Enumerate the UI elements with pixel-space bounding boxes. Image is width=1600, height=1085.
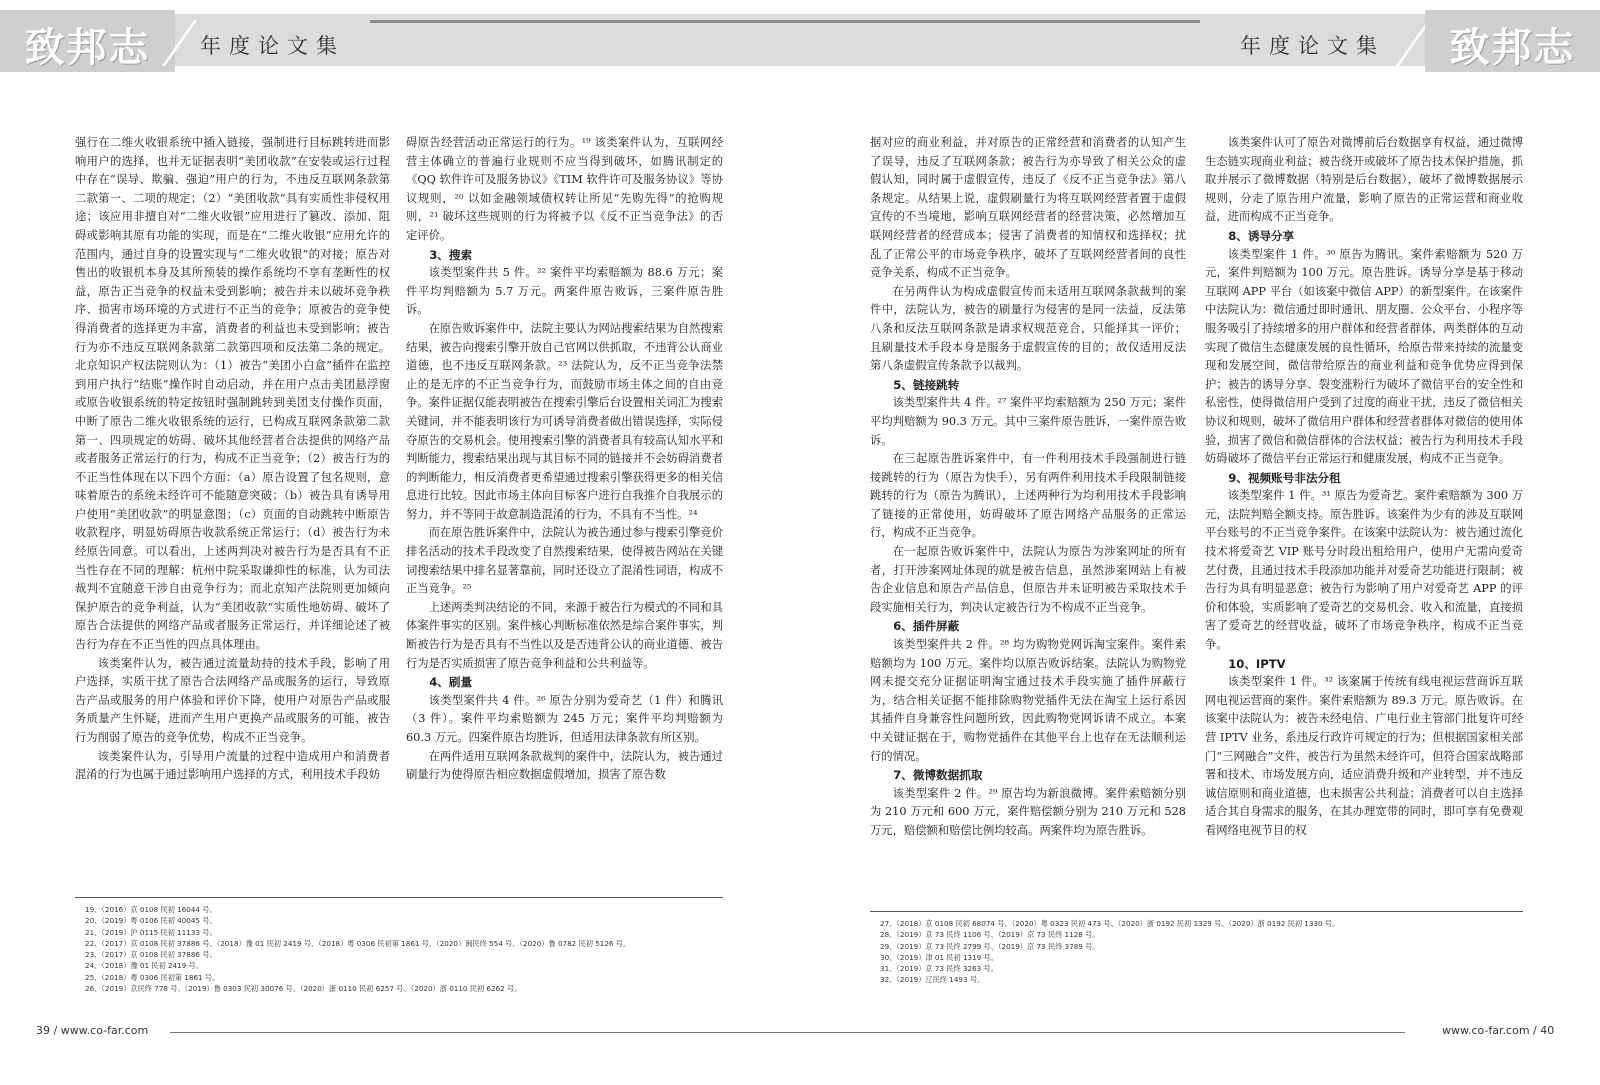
paragraph: 在原告败诉案件中，法院主要认为网站搜索结果为自然搜索结果，被告向搜索引擎开放自己官网以供抓取，不违背公认商业道德，也不违反互联网条款。²³ 法院认为，反不正当竞争法禁止的是无序的不正当竞争行为，而鼓励市场主体之间的自由竞争。案件证据仅能表明被告在搜索引擎后台设置相关词汇为搜索关键词，并不能表明该行为可诱导消费者做出错误选择，实际侵夺原告的交易机会。使用搜索引擎的消费者具有较高认知水平和判断能力，搜索结果出现与其目标不同的链接并不会妨碍消费者的判断能力，相反消费者更希望通过搜索引擎获得更多的相关信息进行比较。因此市场主体向目标客户进行自我推介自我展示的努力，并不等同于故意制造混淆的行为，不具有不当性。²⁴ [406, 321, 723, 521]
footnotes-right [880, 918, 1520, 986]
footnote-rule-right [870, 911, 1523, 912]
footnote: 26、（2019）京民终 778 号、（2019）鲁 0303 民初 30076 号、（2020）浙 0110 民初 6257 号、（2020）浙 0110 民初 6262 号。 [85, 984, 522, 994]
footer-rule-right [800, 1032, 1405, 1033]
footnote: 25、（2018）粤 0306 民初第 1861 号。 [85, 972, 220, 982]
right-page-column-2 [1205, 134, 1523, 841]
paragraph: 在一起原告败诉案件中，法院认为原告为涉案网址的所有者，打开涉案网址体现的就是被告信息，虽然涉案网站上有被告企业信息和原告产品信息，但原告并未证明被告采取技术手段实施相关行为，判决认定被告行为不构成不正当竞争。 [870, 545, 1186, 614]
left-page-column-2 [406, 134, 723, 785]
section-heading: 10、IPTV [1228, 656, 1286, 671]
section-heading: 6、插件屏蔽 [893, 619, 960, 634]
footnote: 29、（2019）京 73 民终 2799 号、（2019）京 73 民终 3789 号。 [880, 941, 1100, 951]
paragraph: 该类案件认为，被告通过流量劫持的技术手段，影响了用户选择，实质干扰了原告合法网络产品或服务的运行，导致原告产品或服务的用户体验和评价下降，使用户对原告产品或服务质量产生怀疑，进而产生用户更换产品或服务的可能，被告行为削弱了原告的竞争优势，构成不正当竞争。 [75, 656, 390, 744]
paragraph: 在三起原告胜诉案件中，有一件利用技术手段强制进行链接跳转的行为（原告为快手），另有两件利用技术手段限制链接跳转的行为（原告为腾讯），上述两种行为均利用技术手段影响了链接的正常使用，妨碍破坏了原告网络产品服务的正常运行，构成不正当竞争。 [870, 452, 1186, 540]
paragraph: 据对应的商业利益，并对原告的正常经营和消费者的认知产生了误导，违反了互联网条款；被告行为亦导致了相关公众的虚假认知，同时属于虚假宣传，违反了《反不正当竞争法》第八条规定。从结果上说，虚假刷量行为将互联网经营者置于虚假宣传的不当境地，影响互联网经营者的经营决策，必然增加互联网经营者的经营成本；侵害了消费者的知情权和选择权；扰乱了正常公平的市场竞争秩序，破坏了互联网经营者间的良性竞争关系，构成不正当竞争。 [870, 136, 1186, 280]
footer-right: www.co-far.com / 40 [1442, 1024, 1555, 1037]
footnote: 23、（2017）京 0108 民初 37886 号。 [85, 950, 217, 960]
logo-right [1425, 10, 1600, 72]
paragraph: 该类型案件 1 件。³⁰ 原告为腾讯。案件索赔额为 520 万元，案件判赔额为 100 万元。原告胜诉。诱导分享是基于移动互联网 APP 平台（如该案中微信 APP）的新型案件。在该案件中法院认为：微信通过即时通讯、朋友圈、公众平台、小程序等服务吸引了持续增多的用户群体和经营者群体，两类群体的互动实现了微信生态健康发展的良性循环，给原告带来持续的流量变现和发展空间，微信带给原告的商业利益和竞争优势应得到保护；被告的诱导分享、裂变涨粉行为破坏了微信平台的安全性和私密性，使得微信用户受到了过度的商业干扰，违反了微信相关协议和规则，破坏了微信用户群体和经营者群体对微信的使用体验，损害了微信和微信群体的合法权益；被告行为利用技术手段妨碍破坏了微信平台正常运行和健康发展，构成不正当竞争。 [1205, 247, 1523, 466]
header-title-right: 年度论文集 [1240, 34, 1385, 58]
footer-left: 39 / www.co-far.com [36, 1024, 149, 1037]
left-page-column-1 [75, 134, 390, 785]
footnote: 19、（2016）京 0108 民初 16044 号。 [85, 905, 217, 914]
paragraph: 该类型案件共 2 件。²⁸ 均为购物党网诉淘宝案件。案件索赔额均为 100 万元。案件均以原告败诉结案。法院认为购物党网未提交充分证据证明淘宝通过技术手段实施了插件屏蔽行为，结合相关证据不能排除购物党插件无法在淘宝上运行系因其插件自身兼容性问题所致，因此购物党网诉请不成立。本案中关键证据在于，购物党插件在其他平台上也存在无法顺利运行的情况。 [870, 638, 1186, 763]
paragraph: 碍原告经营活动正常运行的行为。¹⁹ 该类案件认为，互联网经营主体确立的普遍行业规则不应当得到破坏，如腾讯制定的《QQ 软件许可及服务协议》《TIM 软件许可及服务协议》等协议规则，²⁰ 以如金融领域债权转让所见“先购先得”的抢购规则，²¹ 破坏这些规则的行为将被予以《反不正当竞争法》的否定评价。 [406, 136, 723, 242]
paragraph: 该类案件认可了原告对微博前后台数据享有权益，通过微博生态链实现商业利益；被告绕开或破坏了原告技术保护措施，抓取并展示了微博数据（特别是后台数据），破坏了微博数据展示规则，分走了原告用户流量，影响了原告的正常运营和商业收益，进而构成不正当竞争。 [1205, 136, 1523, 224]
paragraph: 该类型案件共 4 件。²⁶ 原告分别为爱奇艺（1 件）和腾讯（3 件）。案件平均索赔额为 245 万元；案件平均判赔额为 60.3 万元。四案件原告均胜诉，但适用法律条款有所区别。 [406, 693, 723, 744]
section-heading: 8、诱导分享 [1228, 228, 1295, 243]
paragraph: 上述两类判决结论的不同，来源于被告行为模式的不同和具体案件事实的区别。案件核心判断标准依然是综合案件事实，判断被告行为是否具有不当性以及是否违背公认的商业道德、被告行为是否实质损害了原告竞争利益和公共利益等。 [406, 600, 723, 670]
footnotes-left [85, 904, 725, 994]
right-page-column-1 [870, 134, 1186, 841]
paragraph: 而在原告胜诉案件中，法院认为被告通过参与搜索引擎竞价排名活动的技术手段改变了自然搜索结果，使得被告网站在关键词搜索结果中排名显著靠前，同时还设立了混淆性词语，构成不正当竞争。²⁵ [406, 526, 723, 596]
paragraph: 该类型案件共 5 件。²² 案件平均索赔额为 88.6 万元；案件平均判赔额为 5.7 万元。两案件原告败诉，三案件原告胜诉。 [406, 266, 723, 317]
footnote-rule-left [75, 897, 723, 898]
footnote: 24、（2018）豫 01 民初 2419 号。 [85, 961, 203, 971]
footer-rule-left [170, 1032, 800, 1033]
footnote: 32、（2019）辽民终 1493 号。 [880, 975, 985, 985]
footnote: 22、（2017）京 0108 民初 37886 号、（2018）豫 01 民初 2419 号、（2018）粤 0306 民初第 1861 号、（2020）闽民终 554 号、（2020）鲁 0782 民初 5126 号。 [85, 938, 631, 948]
footnote: 27、（2018）京 0108 民初 68074 号、（2020）粤 0323 民初 473 号、（2020）浙 0192 民初 1329 号、（2020）浙 0192 民初 1330 号。 [880, 919, 1340, 928]
section-heading: 5、链接跳转 [893, 377, 960, 392]
section-heading: 3、搜索 [429, 247, 473, 262]
paragraph: 强行在二维火收银系统中插入链接，强制进行目标跳转进而影响用户的选择，也并无证据表明“美团收款”在安装或运行过程中存在“误导、欺骗、强迫”用户的行为，不违反互联网条款第二款第一、二项的规定；（2）“美团收款”具有实质性非侵权用途；该应用非擅自对“二维火收银”应用进行了篡改、添加、阻碍或影响其原有功能的实现，而是在“二维火收银”应用允许的范围内，通过自身的设置实现与“二维火收银”的对接；原告对售出的收银机本身及其所预装的操作系统均不享有垄断性的权益，原告正当竞争的权益未受到影响；被告并未以破坏竞争秩序、损害市场环境的方式进行不正当的竞争；原被告的竞争使得消费者的选择更为丰富，消费者的利益也未受到影响；被告行为亦不违反互联网条款第二款第四项和反法第二条的规定。北京知识产权法院则认为：（1）被告“美团小白盒”插件在监控到用户执行“结账”操作时自动启动，并在用户点击美团悬浮窗或原告收银系统的特定按钮时强制跳转到美团支付操作页面，中断了原告二维火收银系统的运行，已构成互联网条款第二款第一、四项规定的妨碍、破坏其他经营者合法提供的网络产品或者服务正常运行的行为，构成不正当竞争；（2）被告行为的不正当性体现在以下四个方面：（a）原告设置了包名规则，意味着原告的系统未经许可不能随意突破；（b）被告具有诱导用户使用“美团收款”的明显意图；（c）页面的自动跳转中断原告收款程序，明显妨碍原告收款系统正常运行；（d）被告行为未经原告同意。可以看出，上述两判决对被告行为是否具有不正当性存在不同的理解：杭州中院采取谦抑性的标准，认为司法裁判不宜随意干涉自由竞争行为；而北京知产法院则更加倾向保护原告的竞争利益，认为“美团收款”实质性地妨碍、破坏了原告合法提供的网络产品或者服务正常运行，并详细论述了被告行为存在不正当性的四点具体理由。 [75, 136, 390, 652]
footnote: 28、（2019）京 73 民终 1106 号、（2019）京 73 民终 1128 号。 [880, 930, 1100, 940]
paragraph: 在两件适用互联网条款裁判的案件中，法院认为，被告通过刷量行为使得原告相应数据虚假增加，损害了原告数 [406, 749, 723, 782]
paragraph: 该类型案件 1 件。³² 该案属于传统有线电视运营商诉互联网电视运营商的案件。案件索赔额为 89.3 万元。原告败诉。在该案中法院认为：被告未经电信、广电行业主管部门批复许可经营 IPTV 业务，系违反行政许可规定的行为；但根据国家相关部门“三网融合”文件，被告行为虽然未经许可，但符合国家战略部署和技术、市场发展方向，适应消费升级和产业转型，并不违反诚信原则和商业道德，也未损害公共利益；消费者可以自主选择适合其自身需求的服务，在其办理宽带的同时，即可享有免费观看网络电视节目的权 [1205, 675, 1523, 837]
section-heading: 9、视频账号非法分租 [1228, 470, 1341, 485]
footnote: 20、（2019）粤 0106 民初 40045 号。 [85, 916, 217, 926]
paragraph: 该类型案件 1 件。³¹ 原告为爱奇艺。案件索赔额为 300 万元，法院判赔全额支持。原告胜诉。该案件为少有的涉及互联网平台账号的不正当竞争案件。在该案中法院认为：被告通过流化技术将爱奇艺 VIP 账号分时段出租给用户，使用户无需向爱奇艺付费，且通过技术手段添加功能并对爱奇艺功能进行限制；被告行为具有明显恶意；被告行为影响了用户对爱奇艺 APP 的评价和体验，实质影响了爱奇艺的交易机会、收入和流量，直接损害了爱奇艺的经营收益，破坏了市场竞争秩序，构成不正当竞争。 [1205, 489, 1523, 652]
logo-text: 致邦志 [24, 24, 151, 71]
header-rule-left [370, 20, 800, 23]
logo-text: 致邦志 [1449, 24, 1576, 71]
footnote: 31、（2019）京 73 民终 3263 号。 [880, 964, 998, 974]
paragraph: 该类案件认为，引导用户流量的过程中造成用户和消费者混淆的行为也属于通过影响用户选择的方式，利用技术手段妨 [75, 749, 390, 782]
header-title-left: 年度论文集 [200, 34, 345, 58]
header-rule-right [800, 20, 1200, 23]
footnote: 30、（2019）津 01 民初 1319 号。 [880, 952, 998, 962]
paragraph: 该类型案件共 4 件。²⁷ 案件平均索赔额为 250 万元；案件平均判赔额为 90.3 万元。其中三案件原告胜诉，一案件原告败诉。 [870, 396, 1186, 447]
footnote: 21、（2019）沪 0115 民初 11133 号。 [85, 927, 217, 937]
section-heading: 4、刷量 [429, 675, 473, 690]
logo-left [0, 10, 175, 72]
paragraph: 在另两件认为构成虚假宣传而未适用互联网条款裁判的案件中，法院认为，被告的刷量行为侵害的是同一法益，反法第八条和反法互联网条款是请求权规范竞合，只能择其一评价；且刷量技术手段本身是服务于虚假宣传的目的；故仅适用反法第八条虚假宣传条款予以裁判。 [870, 284, 1186, 373]
paragraph: 该类型案件 2 件。²⁹ 原告均为新浪微博。案件索赔额分别为 210 万元和 600 万元，案件赔偿额分别为 210 万元和 528 万元，赔偿额和赔偿比例均较高。两案件均为原告胜诉。 [870, 786, 1186, 837]
section-heading: 7、微博数据抓取 [893, 768, 983, 783]
